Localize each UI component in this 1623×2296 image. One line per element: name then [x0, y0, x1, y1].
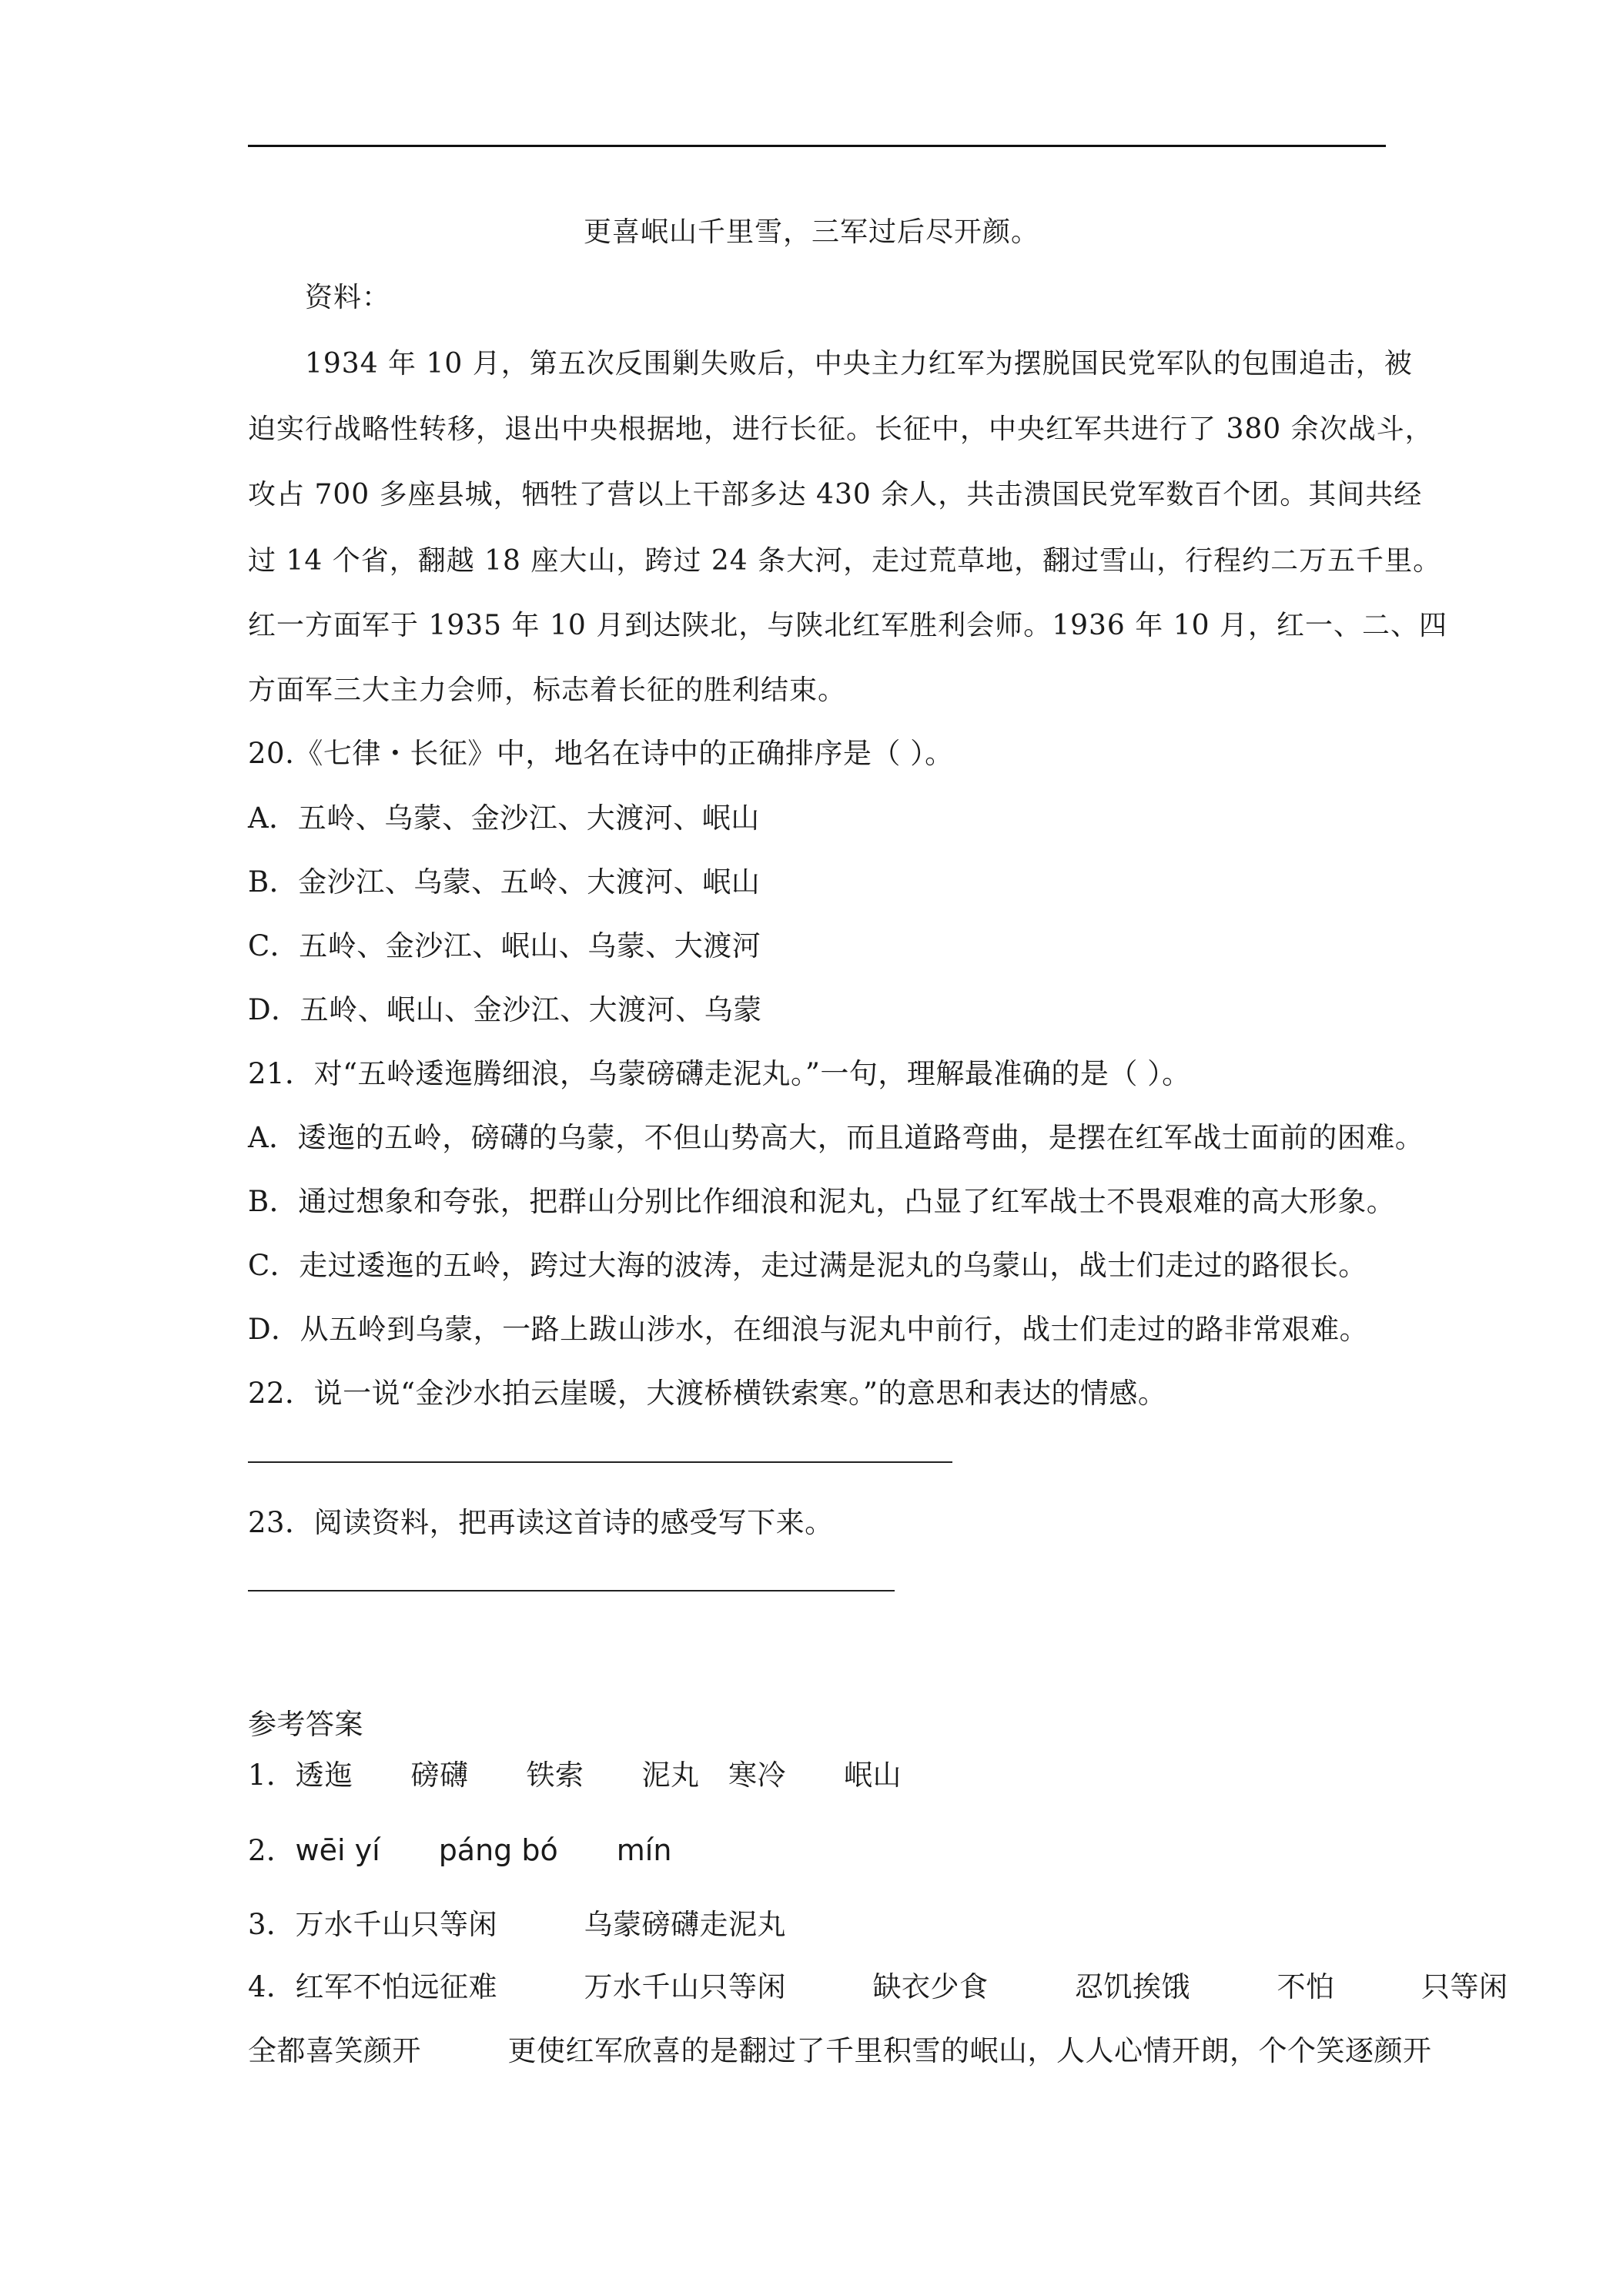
q20-option-c: C．五岭、金沙江、岷山、乌蒙、大渡河	[248, 929, 761, 962]
question-21: 21．对“五岭逶迤腾细浪，乌蒙磅礴走泥丸。”一句，理解最准确的是（ ）。	[248, 1057, 1191, 1090]
q21-option-b: B．通过想象和夸张，把群山分别比作细浪和泥丸，凸显了红军战士不畏艰难的高大形象。	[248, 1185, 1396, 1218]
answer-2-pinyin: wēi yí páng bó mín	[295, 1833, 672, 1867]
answer-4-line2: 全都喜笑颜开 更使红军欣喜的是翻过了千里积雪的岷山，人人心情开朗，个个笑逐颜开	[248, 2034, 1432, 2067]
question-22: 22．说一说“金沙水拍云崖暖，大渡桥横铁索寒。”的意思和表达的情感。	[248, 1377, 1167, 1410]
q21-option-a: A．逶迤的五岭，磅礴的乌蒙，不但山势高大，而且道路弯曲，是摆在红军战士面前的困难。	[248, 1121, 1424, 1154]
material-line: 过 14 个省，翻越 18 座大山，跨过 24 条大河，走过荒草地，翻过雪山，行程约二万五千里。	[248, 545, 1442, 577]
answer-blank-22[interactable]	[248, 1461, 952, 1463]
question-20: 20.《七律・长征》中，地名在诗中的正确排序是（ ）。	[248, 737, 954, 770]
answer-2	[248, 1826, 671, 1869]
material-line: 红一方面军于 1935 年 10 月到达陕北，与陕北红军胜利会师。1936 年 10 月，红一、二、四	[248, 610, 1447, 641]
question-23: 23．阅读资料，把再读这首诗的感受写下来。	[248, 1506, 834, 1539]
material-line: 1934 年 10 月，第五次反围剿失败后，中央主力红军为摆脱国民党军队的包围追击，被	[305, 348, 1413, 380]
answer-1: 1．透迤 磅礴 铁索 泥丸 寒冷 岷山	[248, 1759, 902, 1792]
material-line: 迫实行战略性转移，退出中央根据地，进行长征。长征中，中央红军共进行了 380 余次战斗，	[248, 413, 1434, 445]
material-line: 方面军三大主力会师，标志着长征的胜利结束。	[248, 674, 847, 706]
answer-2-number: 2．	[248, 1834, 296, 1867]
answer-blank-23[interactable]	[248, 1590, 895, 1591]
q20-option-b: B．金沙江、乌蒙、五岭、大渡河、岷山	[248, 865, 761, 899]
q20-option-a: A．五岭、乌蒙、金沙江、大渡河、岷山	[248, 802, 760, 835]
answers-title: 参考答案	[248, 1708, 363, 1741]
answer-4-line1: 4．红军不怕远征难 万水千山只等闲 缺衣少食 忍饥挨饿 不怕 只等闲	[248, 1970, 1508, 2003]
q20-option-d: D．五岭、岷山、金沙江、大渡河、乌蒙	[248, 993, 762, 1026]
header-rule	[248, 145, 1386, 147]
answer-3: 3．万水千山只等闲 乌蒙磅礴走泥丸	[248, 1908, 787, 1941]
q21-option-d: D．从五岭到乌蒙，一路上跋山涉水，在细浪与泥丸中前行，战士们走过的路非常艰难。	[248, 1313, 1369, 1346]
q21-option-c: C．走过逶迤的五岭，跨过大海的波涛，走过满是泥丸的乌蒙山，战士们走过的路很长。	[248, 1249, 1367, 1282]
material-label: 资料：	[305, 282, 391, 313]
poem-line: 更喜岷山千里雪，三军过后尽开颜。	[583, 216, 1039, 248]
material-line: 攻占 700 多座县城，牺牲了营以上干部多达 430 余人，共击溃国民党军数百个团。其间共经	[248, 479, 1423, 510]
